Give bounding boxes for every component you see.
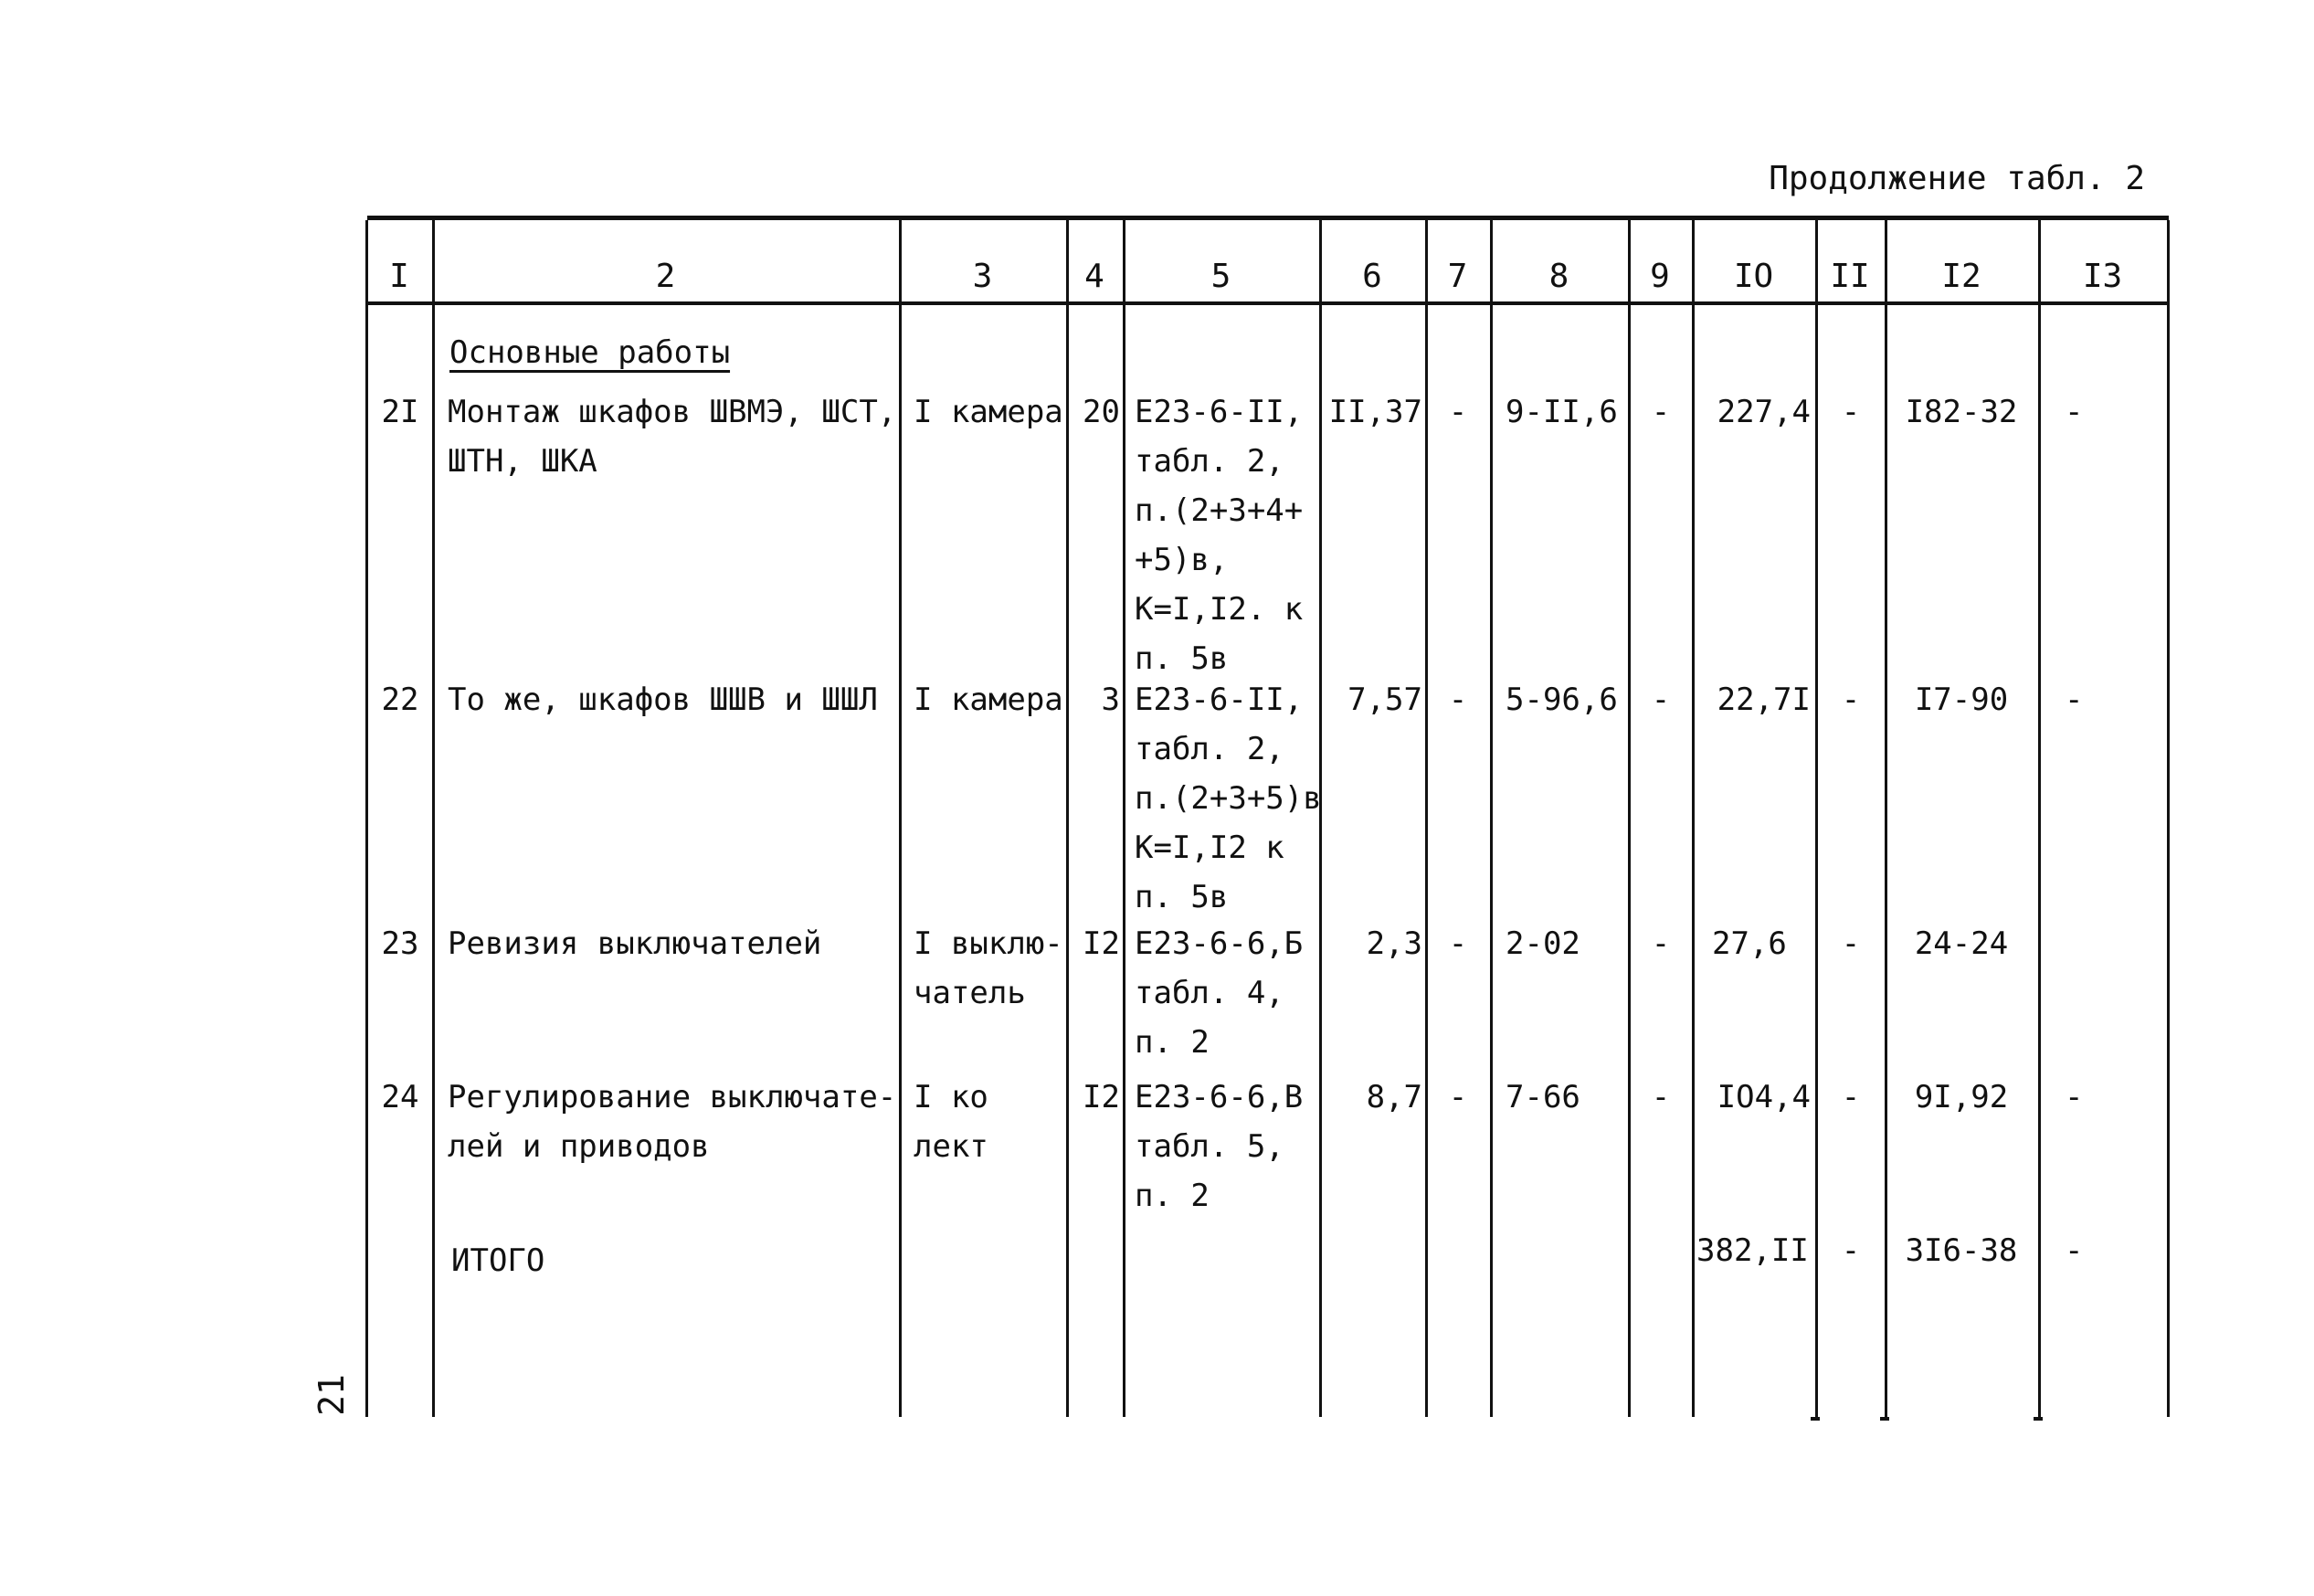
header-col-4: 4 — [1084, 258, 1104, 295]
row-24-name: Регулирование выключате- лей и приводов — [448, 1079, 897, 1165]
row-22-col-8: 5-96,6 — [1506, 682, 1618, 718]
row-23-col-7: - — [1448, 925, 1468, 962]
row-21-ref: Е23-6-II, табл. 2, п.(2+3+4+ +5)в, К=I,I2. к п. 5в — [1135, 394, 1304, 677]
row-21-unit: I камера — [914, 394, 1063, 430]
row-22-unit: I камера — [914, 682, 1063, 718]
total-label: ИТОГО — [451, 1242, 545, 1279]
table-border-left — [365, 220, 368, 1417]
row-24-col-12: 9I,92 — [1914, 1079, 2009, 1115]
row-21-name: Монтаж шкафов ШВМЭ, ШСТ, ШТН, ШКА — [448, 394, 897, 480]
total-col-11: - — [1841, 1232, 1861, 1269]
header-col-10: IO — [1733, 258, 1774, 295]
row-23-col-8: 2-02 — [1506, 925, 1580, 962]
header-col-6: 6 — [1362, 258, 1382, 295]
total-col-13: - — [2065, 1232, 2084, 1269]
header-col-9: 9 — [1650, 258, 1670, 295]
row-22-col-7: - — [1448, 682, 1468, 718]
row-22-num: 22 — [381, 682, 419, 718]
row-21-col-8: 9-II,6 — [1506, 394, 1618, 430]
row-22-col-13: - — [2065, 682, 2084, 718]
header-col-13: I3 — [2082, 258, 2123, 295]
header-col-5: 5 — [1210, 258, 1231, 295]
column-divider-1 — [432, 220, 435, 1417]
row-23-ref: Е23-6-6,Б табл. 4, п. 2 — [1135, 925, 1304, 1061]
row-23-qty: I2 — [1083, 925, 1120, 962]
column-divider-4 — [1123, 220, 1125, 1417]
data-table — [367, 216, 2169, 1417]
header-col-3: 3 — [972, 258, 993, 295]
row-21-col-6: II,37 — [1328, 394, 1422, 430]
row-23-col-9: - — [1651, 925, 1671, 962]
row-23-name: Ревизия выключателей — [448, 925, 822, 962]
row-22-col-11: - — [1841, 682, 1861, 718]
header-col-7: 7 — [1447, 258, 1468, 295]
row-24-col-8: 7-66 — [1506, 1079, 1580, 1115]
row-21-col-11: - — [1841, 394, 1861, 430]
row-22-col-6: 7,57 — [1347, 682, 1422, 718]
column-divider-12 — [2038, 220, 2041, 1417]
row-21-num: 2I — [381, 394, 419, 430]
row-21-col-10: 227,4 — [1717, 394, 1811, 430]
bottom-tick-mark — [2034, 1417, 2043, 1421]
header-col-11: II — [1830, 258, 1870, 295]
column-divider-7 — [1490, 220, 1493, 1417]
row-24-unit: I ко лект — [914, 1079, 988, 1165]
column-divider-2 — [899, 220, 902, 1417]
row-24-col-7: - — [1448, 1079, 1468, 1115]
row-24-col-10: IO4,4 — [1717, 1079, 1811, 1115]
section-title: Основные работы — [449, 334, 731, 371]
row-23-col-6: 2,3 — [1366, 925, 1422, 962]
row-23-col-12: 24-24 — [1914, 925, 2009, 962]
row-24-qty: I2 — [1083, 1079, 1120, 1115]
table-border-right — [2167, 220, 2170, 1417]
total-col-10: 382,II — [1696, 1232, 1809, 1269]
row-22-qty: 3 — [1101, 682, 1120, 718]
row-23-num: 23 — [381, 925, 419, 962]
row-22-col-9: - — [1651, 682, 1671, 718]
row-23-col-11: - — [1841, 925, 1861, 962]
row-24-col-11: - — [1841, 1079, 1861, 1115]
header-col-2: 2 — [655, 258, 676, 295]
row-24-col-13: - — [2065, 1079, 2084, 1115]
row-22-name: То же, шкафов ШШВ и ШШЛ — [448, 682, 878, 718]
row-24-col-9: - — [1651, 1079, 1671, 1115]
row-21-col-9: - — [1651, 394, 1671, 430]
row-23-unit: I выклю- чатель — [914, 925, 1063, 1011]
header-col-8: 8 — [1548, 258, 1569, 295]
header-col-12: I2 — [1941, 258, 1981, 295]
row-23-col-10: 27,6 — [1712, 925, 1787, 962]
row-22-col-10: 22,7I — [1717, 682, 1811, 718]
row-21-col-12: I82-32 — [1905, 394, 2018, 430]
page-number: 21 — [311, 1374, 352, 1416]
page-title: Продолжение табл. 2 — [1769, 160, 2145, 197]
row-22-col-12: I7-90 — [1914, 682, 2009, 718]
total-col-12: 3I6-38 — [1905, 1232, 2018, 1269]
row-24-ref: Е23-6-6,В табл. 5, п. 2 — [1135, 1079, 1304, 1214]
bottom-tick-mark — [1811, 1417, 1820, 1421]
row-21-qty: 20 — [1083, 394, 1120, 430]
row-24-num: 24 — [381, 1079, 419, 1115]
bottom-tick-mark — [1880, 1417, 1889, 1421]
header-col-1: I — [389, 258, 409, 295]
row-21-col-7: - — [1448, 394, 1468, 430]
row-24-col-6: 8,7 — [1366, 1079, 1422, 1115]
row-21-col-13: - — [2065, 394, 2084, 430]
row-22-ref: Е23-6-II, табл. 2, п.(2+3+5)в К=I,I2 к п. 5в — [1135, 682, 1322, 915]
